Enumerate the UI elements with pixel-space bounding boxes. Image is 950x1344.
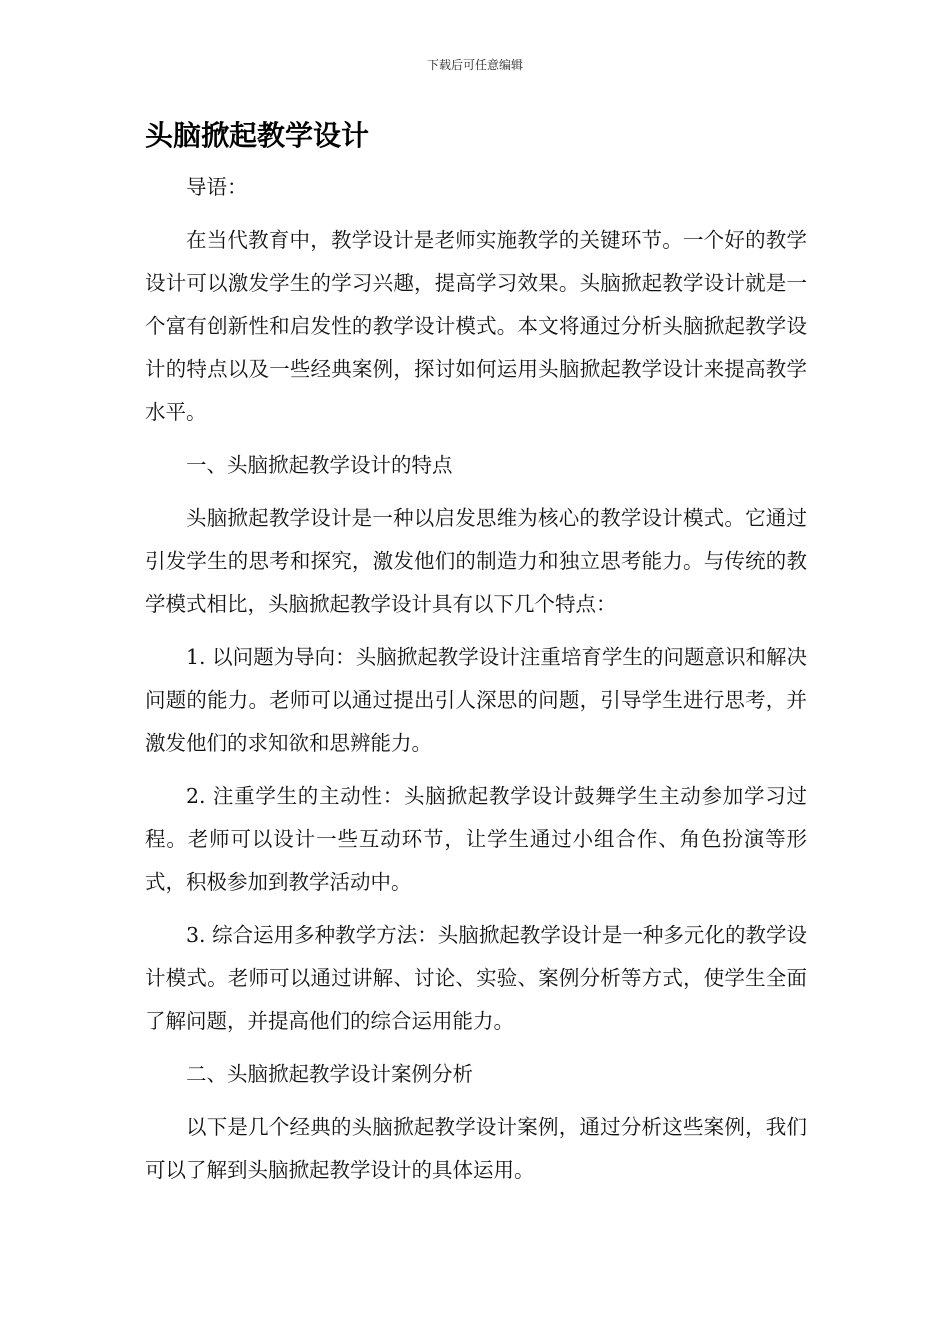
section-1-paragraph: 头脑掀起教学设计是一种以启发思维为核心的教学设计模式。它通过引发学生的思考和探究，激发他们的制造力和独立思考能力。与传统的教学模式相比，头脑掀起教学设计具有以下几个特点： (145, 506, 807, 616)
document-title: 头脑掀起教学设计 (145, 119, 370, 152)
header-note: 下载后可任意编辑 (426, 58, 523, 72)
section-heading-1: 一、头脑掀起教学设计的特点 (186, 453, 453, 477)
section-heading-2: 二、头脑掀起教学设计案例分析 (186, 1062, 473, 1086)
list-item-1: 1. 以问题为导向：头脑掀起教学设计注重培育学生的问题意识和解决问题的能力。老师可以通过提出引人深思的问题，引导学生进行思考，并激发他们的求知欲和思辨能力。 (145, 645, 807, 755)
list-item-2: 2. 注重学生的主动性：头脑掀起教学设计鼓舞学生主动参加学习过程。老师可以设计一些互动环节，让学生通过小组合作、角色扮演等形式，积极参加到教学活动中。 (145, 784, 807, 894)
intro-label: 导语： (186, 175, 248, 199)
document-body (145, 166, 807, 1202)
section-2-paragraph: 以下是几个经典的头脑掀起教学设计案例，通过分析这些案例，我们可以了解到头脑掀起教学设计的具体运用。 (145, 1115, 807, 1182)
intro-paragraph: 在当代教育中，教学设计是老师实施教学的关键环节。一个好的教学设计可以激发学生的学习兴趣，提高学习效果。头脑掀起教学设计就是一个富有创新性和启发性的教学设计模式。本文将通过分析头脑掀起教学设计的特点以及一些经典案例，探讨如何运用头脑掀起教学设计来提高教学水平。 (145, 228, 807, 424)
list-item-3: 3. 综合运用多种教学方法：头脑掀起教学设计是一种多元化的教学设计模式。老师可以通过讲解、讨论、实验、案例分析等方式，使学生全面了解问题，并提高他们的综合运用能力。 (145, 923, 807, 1033)
